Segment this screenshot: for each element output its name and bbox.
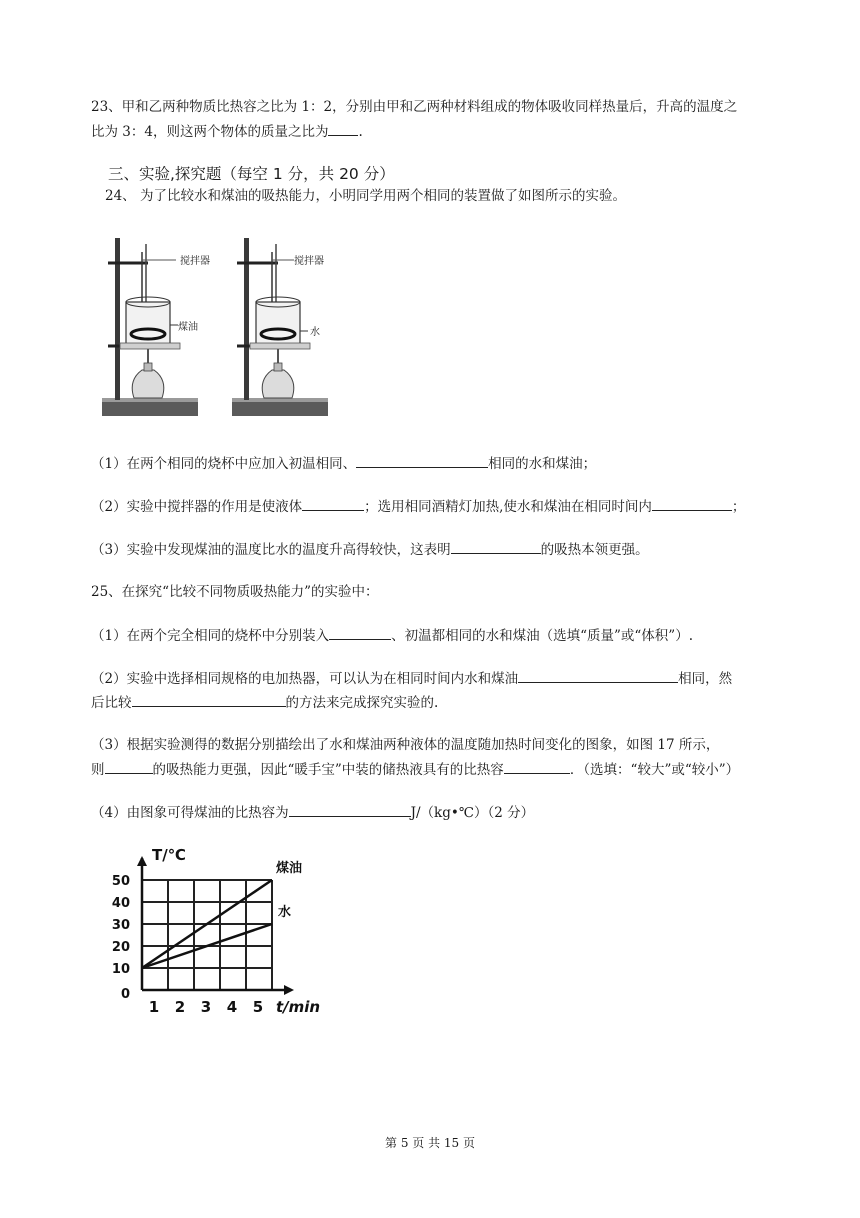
stirrer-label-left: 搅拌器	[180, 256, 210, 267]
q25-part1-suffix: 、初温都相同的水和煤油（选填“质量”或“体积”）.	[391, 628, 693, 644]
answer-blank[interactable]	[356, 453, 488, 468]
q24-part3-prefix: （3）实验中发现煤油的温度比水的温度升高得较快，这表明	[91, 542, 451, 558]
y-tick-label: 20	[111, 940, 130, 955]
answer-blank[interactable]	[328, 121, 358, 136]
q25-part3-c: ．（选填：“较大”或“较小”）	[569, 762, 740, 778]
q25-part3-line2	[91, 759, 739, 780]
y-tick-label: 40	[111, 896, 130, 911]
kerosene-series-label: 煤油	[276, 861, 303, 876]
temperature-time-graph	[90, 842, 336, 1018]
answer-blank[interactable]	[302, 496, 364, 511]
x-axis-label: t/min	[276, 998, 321, 1016]
q25-stem: 25、在探究“比较不同物质吸热能力”的实验中：	[91, 584, 379, 600]
q25-part1	[91, 625, 693, 646]
answer-blank[interactable]	[451, 539, 541, 554]
x-tick-label: 3	[200, 998, 212, 1016]
q25-part4	[91, 802, 534, 823]
answer-blank[interactable]	[504, 759, 570, 774]
answer-blank[interactable]	[518, 668, 678, 683]
q24-part2-c: ；	[731, 499, 746, 515]
y-tick-label: 30	[111, 918, 130, 933]
q25-part2-line1	[91, 668, 732, 689]
water-series-label: 水	[278, 905, 292, 920]
x-tick-label: 4	[226, 998, 238, 1016]
q25-part2-b: 相同，然	[678, 671, 733, 687]
q24-part2	[91, 496, 745, 517]
y-tick-label: 50	[111, 874, 130, 889]
y-axis-label: T/℃	[152, 846, 186, 864]
q25-part2-a: （2）实验中选择相同规格的电加热器，可以认为在相同时间内水和煤油	[91, 671, 519, 687]
q25-part3-a: 则	[91, 762, 105, 778]
q25-part2-line2	[91, 692, 438, 713]
kerosene-label: 煤油	[178, 322, 198, 333]
q24-part1	[91, 453, 596, 474]
q24-part1-suffix: 相同的水和煤油；	[488, 456, 597, 472]
q24-part3-suffix: 的吸热本领更强。	[540, 542, 649, 558]
answer-blank[interactable]	[105, 759, 153, 774]
q23-line2-prefix: 比为 3：4，则这两个物体的质量之比为	[91, 124, 329, 140]
x-tick-label: 2	[174, 998, 186, 1016]
q23-line1: 23、甲和乙两种物质比热容之比为 1：2，分别由甲和乙两种材料组成的物体吸收同样热量后，升高的温度之	[91, 99, 738, 115]
q25-part2-c: 后比较	[91, 695, 132, 711]
answer-blank[interactable]	[289, 802, 411, 817]
q25-part2-d: 的方法来完成探究实验的.	[285, 695, 439, 711]
water-label: 水	[310, 327, 320, 338]
q25-part3-b: 的吸热能力更强，因此“暖手宝”中装的储热液具有的比热容	[152, 762, 504, 778]
answer-blank[interactable]	[132, 692, 286, 707]
q25-part4-suffix: J/（kg•℃）（2 分）	[410, 805, 535, 821]
q24-part1-prefix: （1）在两个相同的烧杯中应加入初温相同、	[91, 456, 357, 472]
q23-line2	[91, 121, 363, 142]
q25-part3-line1: （3）根据实验测得的数据分别描绘出了水和煤油两种液体的温度随加热时间变化的图象，如图 17 所示，	[91, 737, 720, 753]
q24-part2-a: （2）实验中搅拌器的作用是使液体	[91, 499, 303, 515]
x-tick-label: 1	[148, 998, 160, 1016]
q25-part4-prefix: （4）由图象可得煤油的比热容为	[91, 805, 289, 821]
page-footer: 第 5 页 共 15 页	[385, 1136, 475, 1150]
x-tick-label: 5	[252, 998, 264, 1016]
q23-line2-suffix: .	[358, 124, 363, 140]
experiment-apparatus-figure	[98, 230, 343, 422]
q24-stem: 24、 为了比较水和煤油的吸热能力，小明同学用两个相同的装置做了如图所示的实验。	[105, 188, 626, 204]
stirrer-label-right: 搅拌器	[294, 256, 324, 267]
q24-part2-b: ；选用相同酒精灯加热,使水和煤油在相同时间内	[364, 499, 652, 515]
q25-part1-prefix: （1）在两个完全相同的烧杯中分别装入	[91, 628, 330, 644]
y-tick-label: 0	[120, 987, 130, 1002]
q24-part3	[91, 539, 649, 560]
y-tick-label: 10	[111, 962, 130, 977]
answer-blank[interactable]	[652, 496, 732, 511]
section-heading: 三、实验,探究题（每空 1 分，共 20 分）	[108, 165, 395, 183]
answer-blank[interactable]	[329, 625, 391, 640]
